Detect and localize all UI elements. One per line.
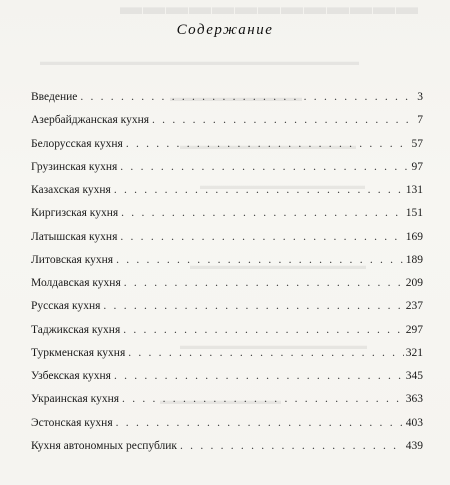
bleed-through-mark: ▬▬▬▬▬▬▬▬▬▬▬ xyxy=(160,395,281,407)
bleed-through-mark: ▬▬▬▬▬▬▬▬▬▬▬▬▬▬▬▬▬▬▬▬▬▬▬▬▬▬▬▬▬ xyxy=(40,56,359,68)
toc-entry xyxy=(31,183,423,206)
toc-entry-page: 297 xyxy=(405,323,423,336)
toc-entry-page: 321 xyxy=(405,346,423,359)
toc-entry xyxy=(31,206,423,229)
toc-entry-title: Литовская кухня xyxy=(31,253,114,266)
toc-leader-dots xyxy=(128,346,404,360)
toc-entry-page: 131 xyxy=(405,184,423,196)
toc-entry-title: Русская кухня xyxy=(31,300,101,313)
toc-leader-dots xyxy=(124,276,404,290)
toc-entry xyxy=(31,299,423,322)
toc-leader-dots xyxy=(120,230,403,244)
toc-entry-title: Таджикская кухня xyxy=(31,323,121,336)
bleed-through-mark: ▬▬▬▬▬▬▬▬▬▬▬▬ xyxy=(170,92,302,104)
toc-entry-title: Киргизская кухня xyxy=(31,207,119,220)
bleed-through-mark: ▬▬▬▬▬▬▬▬▬▬▬▬▬▬▬▬ xyxy=(190,260,366,272)
toc-entry-title: Молдавская кухня xyxy=(31,277,121,289)
bleed-through-mark: ▬▬▬▬▬▬▬▬▬▬▬▬▬▬▬ xyxy=(200,180,365,192)
toc-entry-page: 189 xyxy=(405,253,423,266)
toc-entry-page: 345 xyxy=(405,370,423,382)
toc-entry-title: Грузинская кухня xyxy=(31,160,118,173)
toc-entry xyxy=(31,392,423,415)
toc-entry xyxy=(31,253,423,276)
toc-entry-title: Азербайджанская кухня xyxy=(31,114,150,127)
toc-entry xyxy=(31,346,423,369)
toc-entry-page: 3 xyxy=(417,91,423,103)
toc-entry-page: 169 xyxy=(405,230,423,243)
toc-leader-dots xyxy=(116,416,404,430)
toc-leader-dots xyxy=(120,160,409,174)
bleed-through-mark: ▬▬▬▬▬▬▬▬▬▬▬▬▬ xyxy=(120,0,419,19)
toc-leader-dots xyxy=(114,183,404,197)
toc-entry xyxy=(31,160,423,183)
toc-entry xyxy=(31,276,423,299)
toc-entry xyxy=(31,439,423,462)
toc-entry-page: 57 xyxy=(411,137,423,150)
toc-leader-dots xyxy=(180,439,404,453)
toc-entry-title: Казахская кухня xyxy=(31,184,111,196)
toc-leader-dots xyxy=(116,253,404,267)
toc-leader-dots xyxy=(80,90,413,104)
toc-entry-title: Белорусская кухня xyxy=(31,137,123,150)
toc-entry-title: Украинская кухня xyxy=(31,393,120,406)
toc-entry-page: 151 xyxy=(405,207,423,220)
toc-entry xyxy=(31,230,423,253)
toc-leader-dots xyxy=(121,206,404,220)
bleed-through-mark: ▬▬▬▬▬▬▬▬▬▬▬▬▬▬▬▬ xyxy=(180,140,356,152)
toc-entry-page: 403 xyxy=(405,416,423,429)
toc-leader-dots xyxy=(122,392,404,406)
toc-leader-dots xyxy=(103,299,403,313)
toc-entry-title: Узбекская кухня xyxy=(31,370,111,382)
toc-entry xyxy=(31,137,423,160)
contents-heading: Содержание xyxy=(176,22,274,38)
toc-entry-page: 237 xyxy=(405,300,423,313)
toc-entry-title: Введение xyxy=(31,91,78,103)
toc-entry-page: 363 xyxy=(405,393,423,406)
table-of-contents xyxy=(31,90,423,462)
toc-leader-dots xyxy=(126,137,410,151)
toc-entry xyxy=(31,113,423,136)
toc-entry xyxy=(31,416,423,439)
toc-entry-page: 209 xyxy=(405,277,423,289)
toc-entry-title: Туркменская кухня xyxy=(31,346,126,359)
bleed-through-mark: ▬▬▬▬▬▬▬▬▬▬▬▬▬▬▬▬▬ xyxy=(180,340,367,352)
toc-entry-page: 97 xyxy=(411,160,423,173)
toc-leader-dots xyxy=(123,323,404,337)
toc-leader-dots xyxy=(152,113,413,127)
toc-entry xyxy=(31,90,423,113)
toc-entry-page: 439 xyxy=(405,439,423,452)
toc-entry-title: Кухня автономных республик xyxy=(31,439,178,452)
toc-entry-title: Эстонская кухня xyxy=(31,416,113,429)
toc-entry xyxy=(31,323,423,346)
toc-leader-dots xyxy=(114,369,404,383)
toc-entry-title: Латышская кухня xyxy=(31,230,118,243)
toc-entry xyxy=(31,369,423,392)
toc-entry-page: 7 xyxy=(417,114,423,127)
